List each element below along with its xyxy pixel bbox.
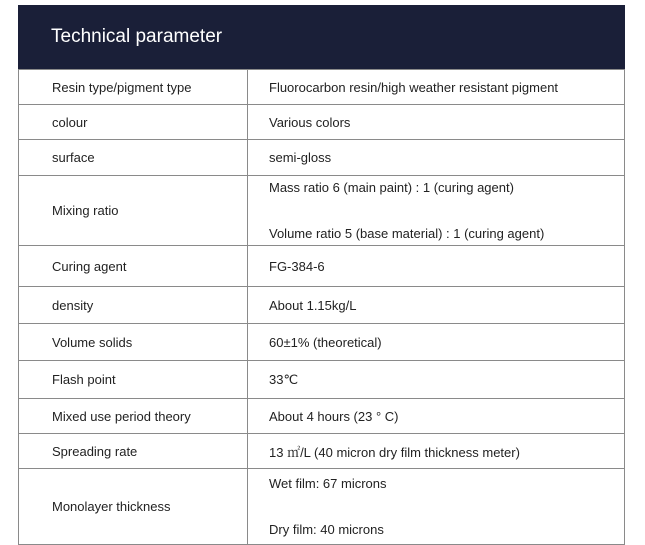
row-label: colour <box>19 105 248 140</box>
row-value: About 4 hours (23 ° C) <box>248 399 625 434</box>
row-value <box>248 176 625 246</box>
row-label: Spreading rate <box>19 434 248 469</box>
table-row <box>19 469 625 545</box>
table-row <box>19 105 625 140</box>
table-row <box>19 434 625 469</box>
row-value: Various colors <box>248 105 625 140</box>
table-row <box>19 324 625 361</box>
row-label: Curing agent <box>19 246 248 287</box>
row-value: semi-gloss <box>248 140 625 176</box>
table-row <box>19 287 625 324</box>
table-row <box>19 246 625 287</box>
row-label: Volume solids <box>19 324 248 361</box>
row-value-line: Dry film: 40 microns <box>269 521 384 537</box>
row-value: FG-384-6 <box>248 246 625 287</box>
table-row <box>19 399 625 434</box>
row-value: About 1.15kg/L <box>248 287 625 324</box>
row-label: density <box>19 287 248 324</box>
row-label: Mixing ratio <box>19 176 248 246</box>
row-label: surface <box>19 140 248 176</box>
row-value: 60±1% (theoretical) <box>248 324 625 361</box>
table-row <box>19 176 625 246</box>
row-label: Monolayer thickness <box>19 469 248 545</box>
row-value: Fluorocarbon resin/high weather resistant pigment <box>248 70 625 105</box>
table-row <box>19 140 625 176</box>
row-label: Mixed use period theory <box>19 399 248 434</box>
table-title: Technical parameter <box>18 5 625 69</box>
row-value: 13 ㎡/L (40 micron dry film thickness meter) <box>248 434 625 469</box>
row-value: 33℃ <box>248 361 625 399</box>
row-label: Flash point <box>19 361 248 399</box>
technical-parameter-table <box>18 5 625 545</box>
row-value-line: Mass ratio 6 (main paint) : 1 (curing agent) <box>269 179 514 195</box>
row-value <box>248 469 625 545</box>
row-label: Resin type/pigment type <box>19 70 248 105</box>
row-value-line: Volume ratio 5 (base material) : 1 (curing agent) <box>269 225 545 241</box>
table-row <box>19 70 625 105</box>
row-value-line: Wet film: 67 microns <box>269 475 387 491</box>
table-row <box>19 361 625 399</box>
